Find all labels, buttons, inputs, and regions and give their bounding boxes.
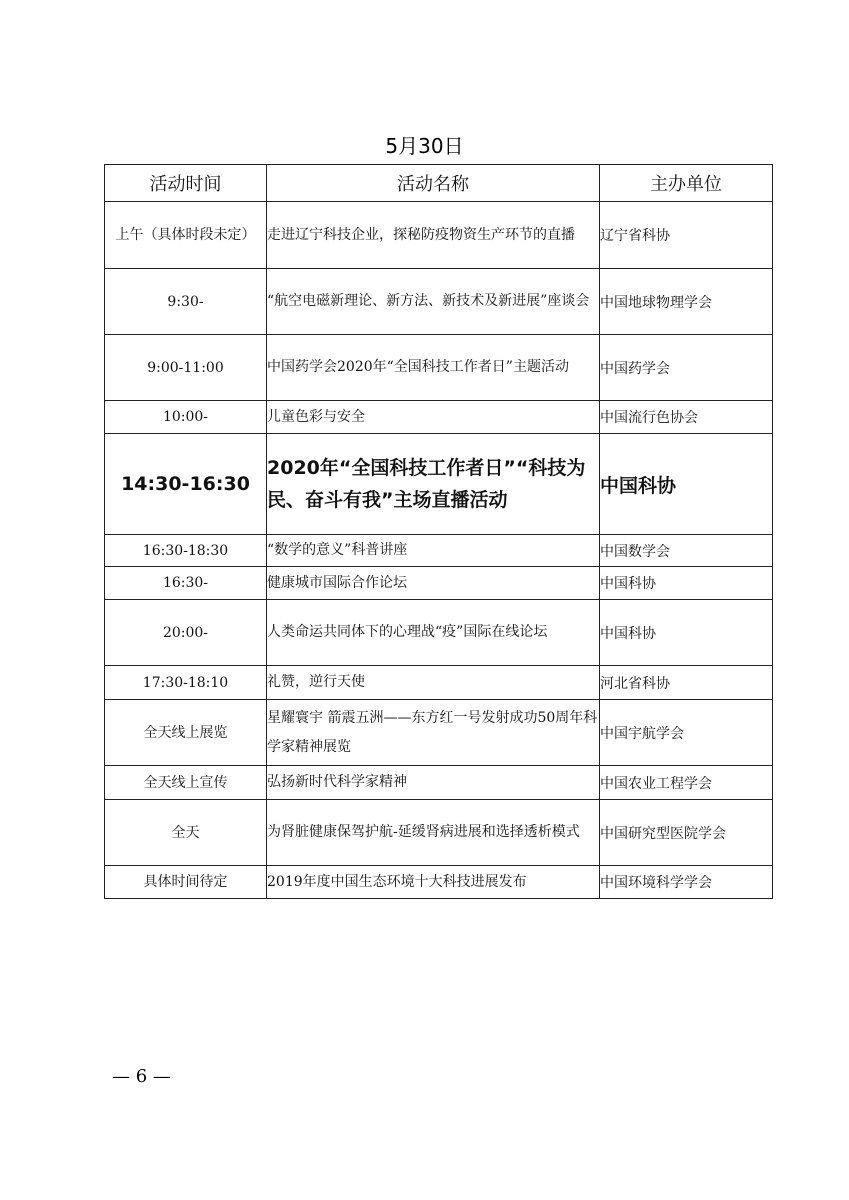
row-time: 9:30- <box>105 269 267 335</box>
row-time: 9:00-11:00 <box>105 335 267 401</box>
schedule-table <box>104 164 773 899</box>
row-org: 中国地球物理学会 <box>600 269 773 335</box>
row-time: 全天线上展览 <box>105 700 267 766</box>
table-row <box>105 800 773 866</box>
row-time: 20:00- <box>105 600 267 666</box>
page-number: — 6 — <box>112 1066 171 1087</box>
table-row <box>105 600 773 666</box>
row-name: 人类命运共同体下的心理战“疫”国际在线论坛 <box>267 600 600 666</box>
row-time: 具体时间待定 <box>105 866 267 899</box>
row-org: 中国环境科学学会 <box>600 866 773 899</box>
row-org: 河北省科协 <box>600 666 773 700</box>
row-time: 14:30-16:30 <box>105 434 267 535</box>
table-row <box>105 535 773 567</box>
header-org: 主办单位 <box>600 165 773 202</box>
table-header-row <box>105 165 773 202</box>
row-name: 2019年度中国生态环境十大科技进展发布 <box>267 866 600 899</box>
row-org: 中国科协 <box>600 434 773 535</box>
row-org: 中国研究型医院学会 <box>600 800 773 866</box>
table-row <box>105 401 773 434</box>
row-org: 中国流行色协会 <box>600 401 773 434</box>
row-name: 星耀寰宇 箭震五洲——东方红一号发射成功50周年科学家精神展览 <box>267 700 600 766</box>
row-name: 为肾脏健康保驾护航-延缓肾病进展和选择透析模式 <box>267 800 600 866</box>
row-name: 中国药学会2020年“全国科技工作者日”主题活动 <box>267 335 600 401</box>
row-name: 礼赞，逆行天使 <box>267 666 600 700</box>
row-org: 中国科协 <box>600 600 773 666</box>
row-time: 10:00- <box>105 401 267 434</box>
row-time: 上午（具体时段未定） <box>105 202 267 269</box>
header-time: 活动时间 <box>105 165 267 202</box>
table-row <box>105 700 773 766</box>
table-row <box>105 269 773 335</box>
row-time: 16:30-18:30 <box>105 535 267 567</box>
row-name: 弘扬新时代科学家精神 <box>267 766 600 800</box>
header-name: 活动名称 <box>267 165 600 202</box>
table-row <box>105 335 773 401</box>
row-org: 中国数学会 <box>600 535 773 567</box>
row-name: 儿童色彩与安全 <box>267 401 600 434</box>
table-row <box>105 567 773 600</box>
row-name: 走进辽宁科技企业，探秘防疫物资生产环节的直播 <box>267 202 600 269</box>
row-org: 中国科协 <box>600 567 773 600</box>
table-row-featured <box>105 434 773 535</box>
row-name: 健康城市国际合作论坛 <box>267 567 600 600</box>
row-time: 17:30-18:10 <box>105 666 267 700</box>
row-org: 中国宇航学会 <box>600 700 773 766</box>
table-row <box>105 866 773 899</box>
row-time: 16:30- <box>105 567 267 600</box>
row-time: 全天线上宣传 <box>105 766 267 800</box>
table-row <box>105 202 773 269</box>
page-title: 5月30日 <box>385 134 464 158</box>
row-name: “航空电磁新理论、新方法、新技术及新进展”座谈会 <box>267 269 600 335</box>
table-row <box>105 666 773 700</box>
row-org: 中国农业工程学会 <box>600 766 773 800</box>
row-name: “数学的意义”科普讲座 <box>267 535 600 567</box>
table-row <box>105 766 773 800</box>
row-org: 中国药学会 <box>600 335 773 401</box>
row-name: 2020年“全国科技工作者日”“科技为民、奋斗有我”主场直播活动 <box>267 434 600 535</box>
row-org: 辽宁省科协 <box>600 202 773 269</box>
row-time: 全天 <box>105 800 267 866</box>
